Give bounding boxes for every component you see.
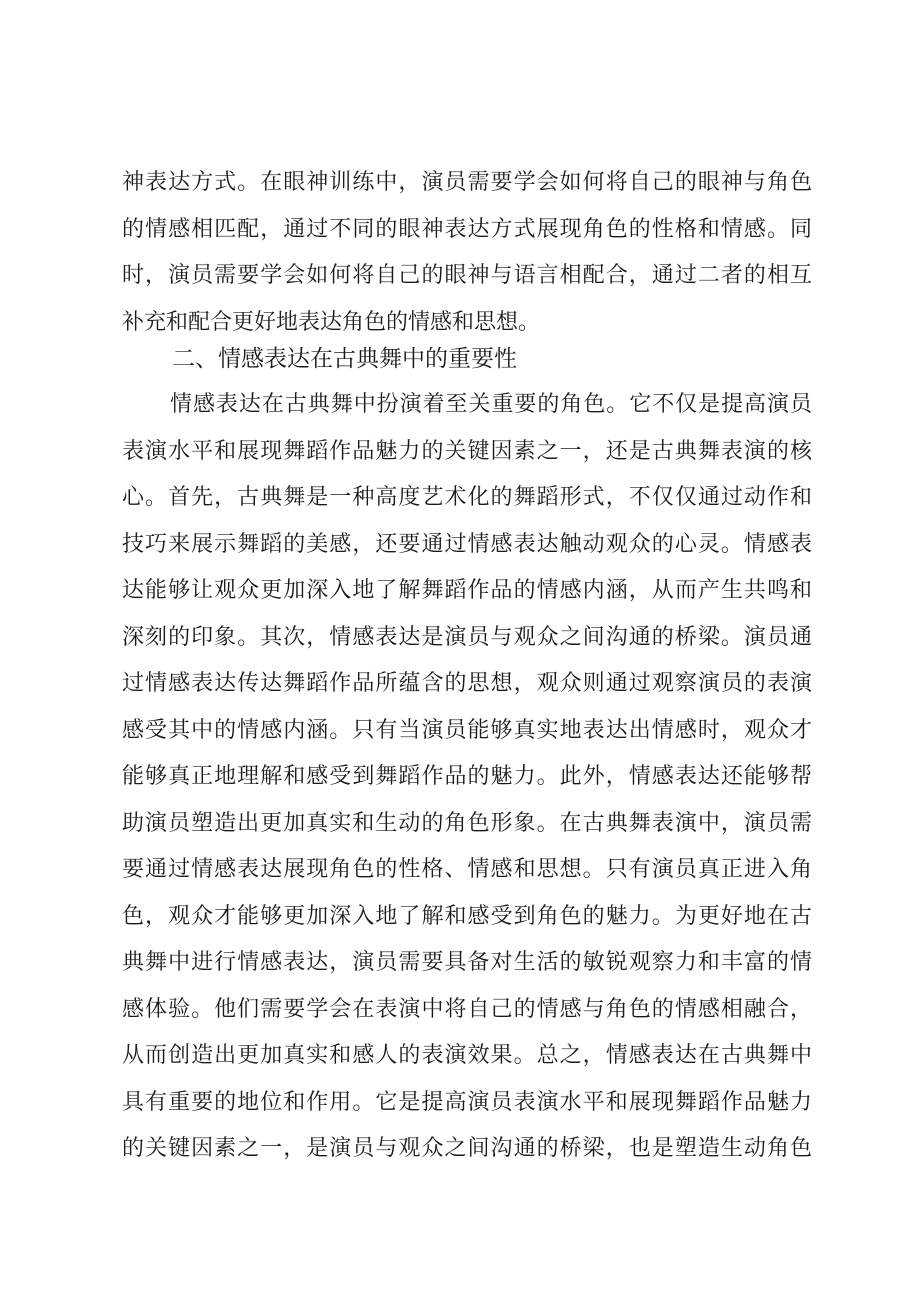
text-line: 情感表达在古典舞中扮演着至关重要的角色。它不仅是提高演员 [170, 392, 812, 417]
text-line: 具有重要的地位和作用。它是提高演员表演水平和展现舞蹈作品魅力 [122, 1089, 812, 1115]
text-line: 感受其中的情感内涵。只有当演员能够真实地表达出情感时，观众才 [122, 717, 812, 743]
text-line: 表演水平和展现舞蹈作品魅力的关键因素之一，还是古典舞表演的核 [122, 438, 812, 464]
text-line: 深刻的印象。其次，情感表达是演员与观众之间沟通的桥梁。演员通 [122, 624, 812, 650]
text-line: 达能够让观众更加深入地了解舞蹈作品的情感内涵，从而产生共鸣和 [122, 578, 812, 603]
text-line: 感体验。他们需要学会在表演中将自己的情感与角色的情感相融合， [122, 996, 812, 1022]
paragraph-1 [122, 160, 812, 346]
text-line: 要通过情感表达展现角色的性格、情感和思想。只有演员真正进入角 [122, 857, 812, 882]
text-line: 能够真正地理解和感受到舞蹈作品的魅力。此外，情感表达还能够帮 [122, 764, 812, 789]
section-heading: 二、情感表达在古典舞中的重要性 [172, 346, 517, 372]
paragraph-2 [122, 382, 812, 1173]
text-line: 色，观众才能够更加深入地了解和感受到角色的魅力。为更好地在古 [122, 903, 812, 929]
text-line: 过情感表达传达舞蹈作品所蕴含的思想，观众则通过观察演员的表演 [122, 671, 812, 696]
text-line: 的关键因素之一，是演员与观众之间沟通的桥梁，也是塑造生动角色 [122, 1136, 812, 1161]
text-line: 助演员塑造出更加真实和生动的角色形象。在古典舞表演中，演员需 [122, 810, 812, 836]
text-line: 补充和配合更好地表达角色的情感和思想。 [122, 309, 541, 335]
text-line: 技巧来展示舞蹈的美感，还要通过情感表达触动观众的心灵。情感表 [122, 531, 812, 557]
text-line: 的情感相匹配，通过不同的眼神表达方式展现角色的性格和情感。同 [122, 216, 812, 242]
text-line: 心。首先，古典舞是一种高度艺术化的舞蹈形式，不仅仅通过动作和 [122, 485, 812, 510]
text-line: 典舞中进行情感表达，演员需要具备对生活的敏锐观察力和丰富的情 [122, 950, 812, 975]
text-line: 神表达方式。在眼神训练中，演员需要学会如何将自己的眼神与角色 [122, 170, 812, 195]
text-line: 从而创造出更加真实和感人的表演效果。总之，情感表达在古典舞中 [122, 1043, 812, 1068]
text-line: 时，演员需要学会如何将自己的眼神与语言相配合，通过二者的相互 [122, 263, 812, 288]
